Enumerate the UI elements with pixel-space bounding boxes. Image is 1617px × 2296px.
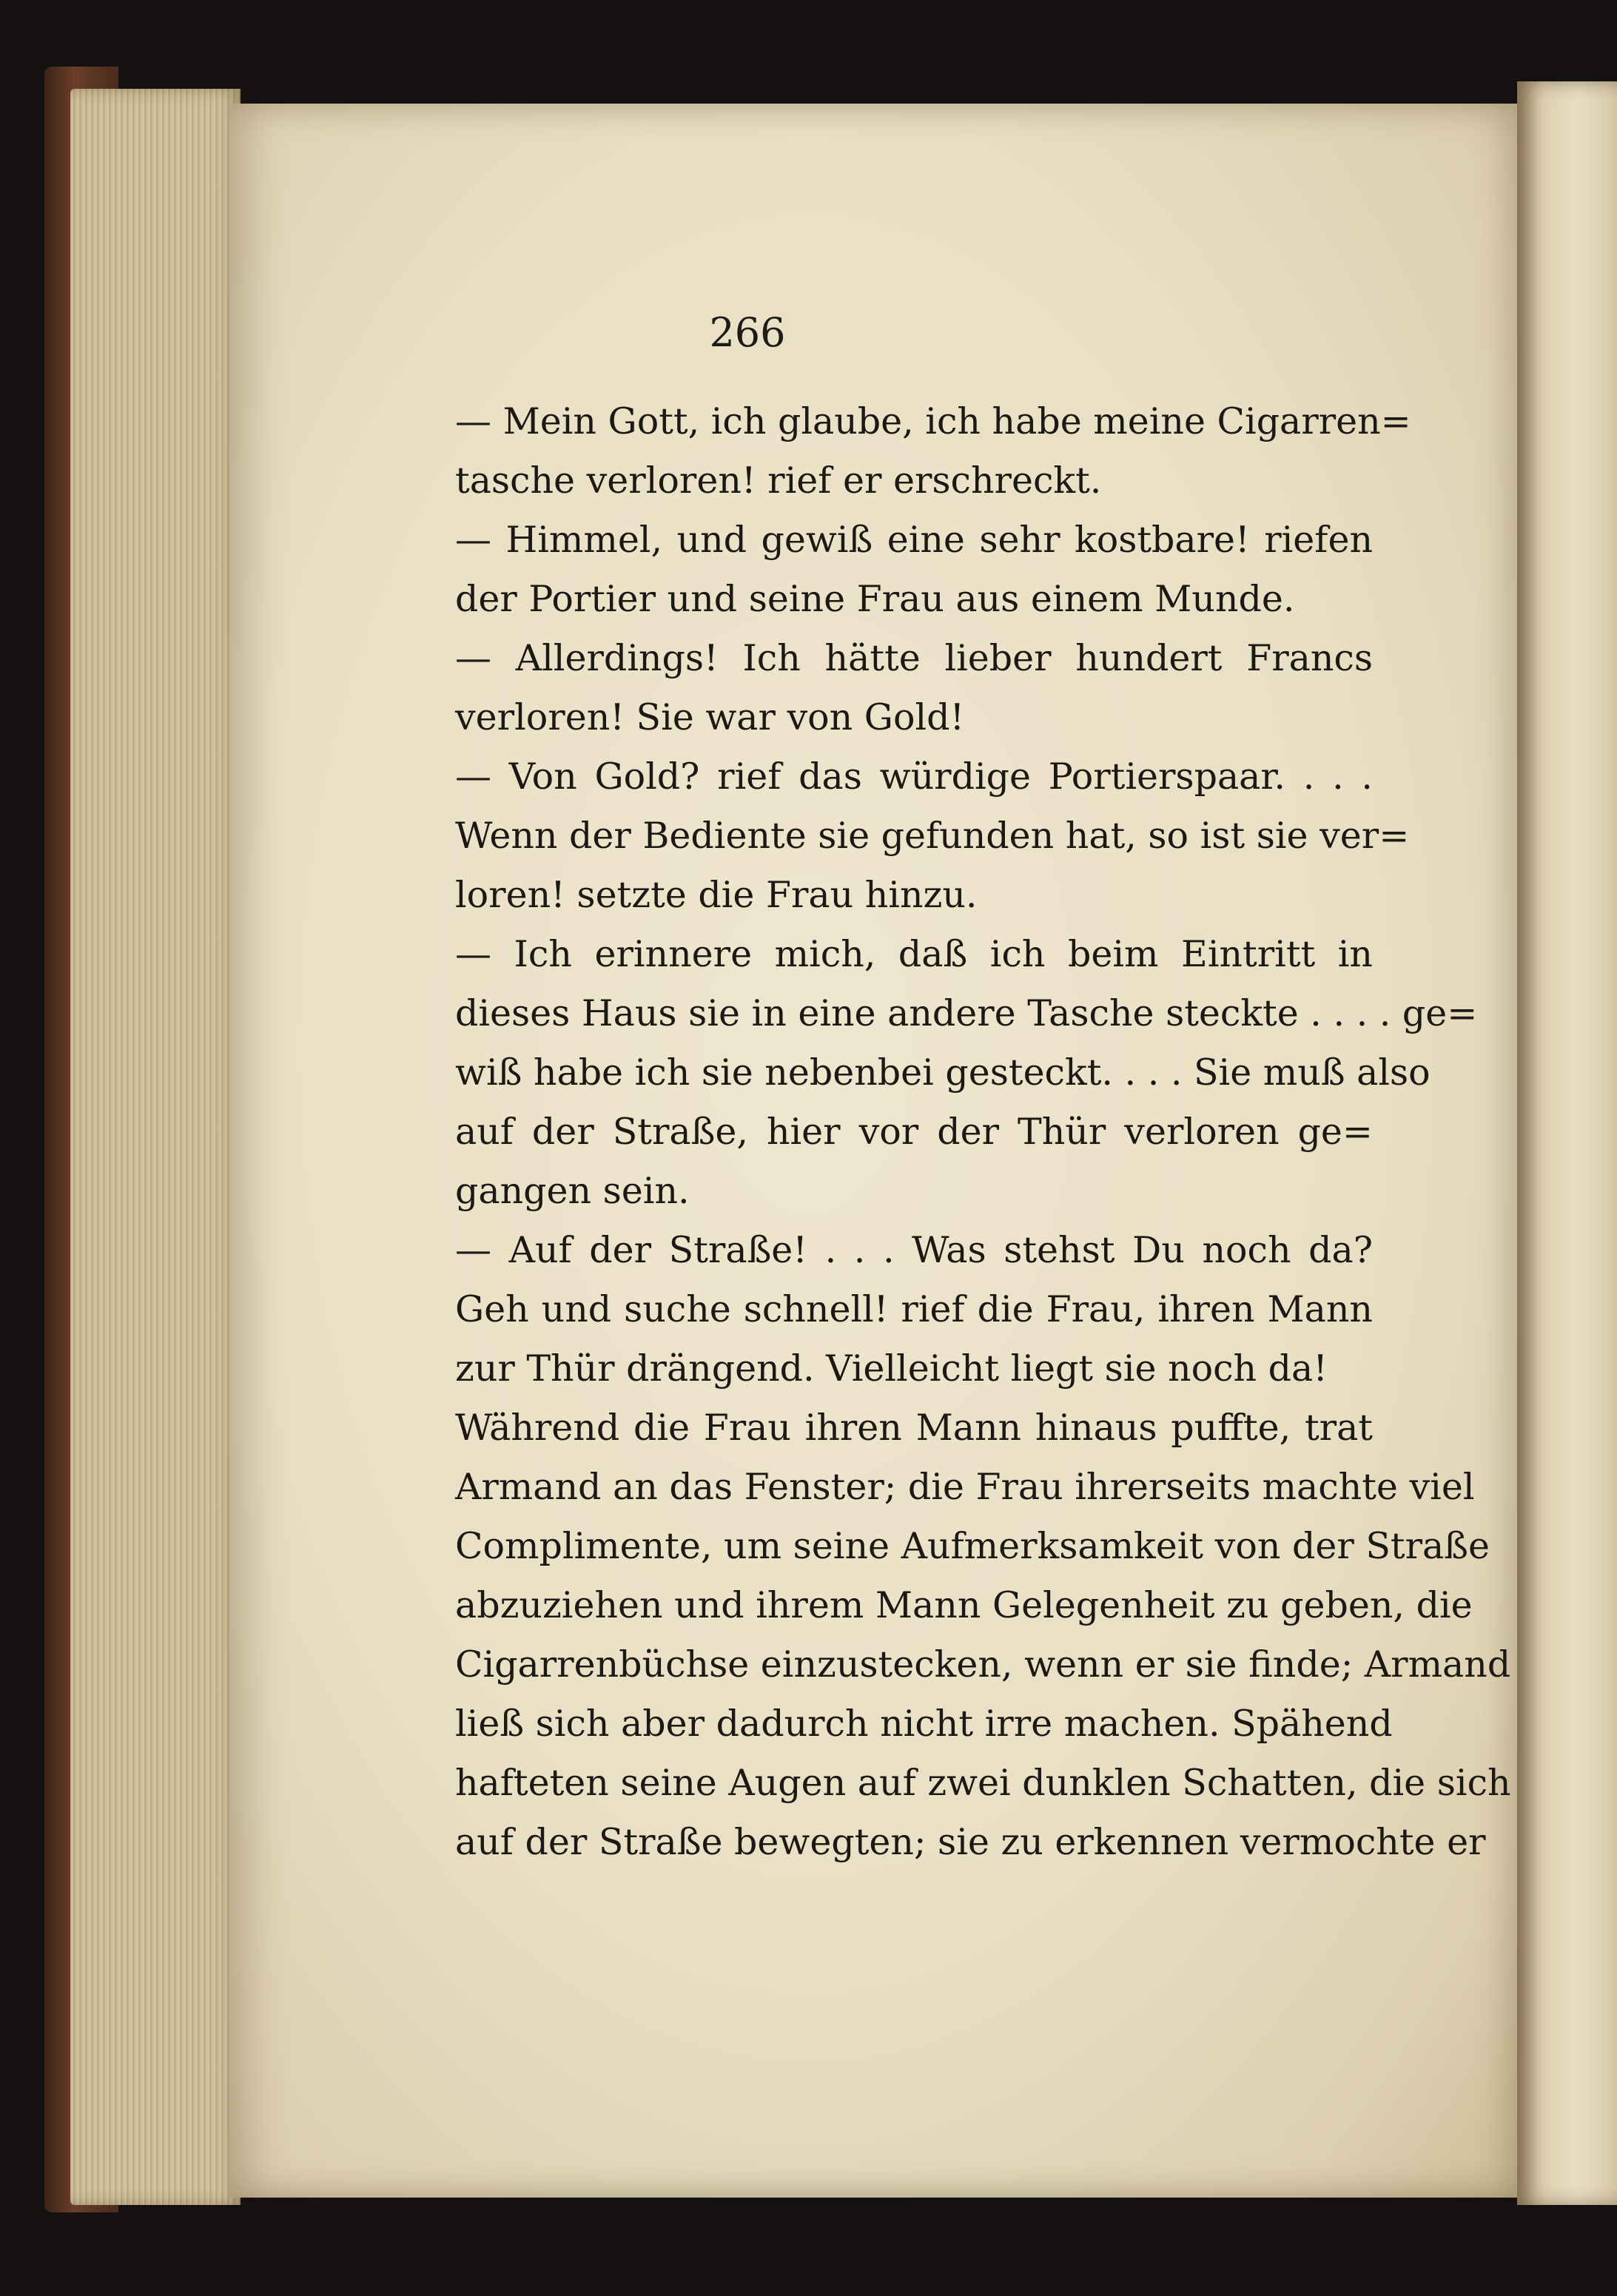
text-line: — Auf der Straße! . . . Was stehst Du noch da? bbox=[455, 1229, 1373, 1271]
text-line: verloren! Sie war von Gold! bbox=[455, 696, 965, 738]
text-line: gangen sein. bbox=[455, 1170, 690, 1212]
page-number: 266 bbox=[709, 309, 786, 356]
text-line: Geh und suche schnell! rief die Frau, ihren Mann bbox=[455, 1288, 1373, 1330]
text-line: dieses Haus sie in eine andere Tasche steckte . . . . ge= bbox=[455, 992, 1478, 1034]
text-line: Complimente, um seine Aufmerksamkeit von der Straße bbox=[455, 1525, 1490, 1567]
text-line: loren! setzte die Frau hinzu. bbox=[455, 874, 978, 916]
text-line: abzuziehen und ihrem Mann Gelegenheit zu geben, die bbox=[455, 1584, 1473, 1626]
text-line: Armand an das Fenster; die Frau ihrerseits machte viel bbox=[455, 1466, 1475, 1508]
text-line: wiß habe ich sie nebenbei gesteckt. . . . Sie muß also bbox=[455, 1051, 1431, 1094]
text-line: auf der Straße bewegten; sie zu erkennen vermochte er bbox=[455, 1821, 1486, 1863]
text-line: — Himmel, und gewiß eine sehr kostbare! riefen bbox=[455, 519, 1373, 561]
text-line: — Ich erinnere mich, daß ich beim Eintritt in bbox=[455, 933, 1373, 975]
text-line: der Portier und seine Frau aus einem Munde. bbox=[455, 578, 1295, 620]
page-block-edges bbox=[70, 89, 241, 2205]
text-line: auf der Straße, hier vor der Thür verloren ge= bbox=[455, 1111, 1373, 1153]
text-line: Während die Frau ihren Mann hinaus puffte, trat bbox=[455, 1407, 1373, 1449]
text-line: — Mein Gott, ich glaube, ich habe meine Cigarren= bbox=[455, 400, 1411, 442]
text-line: — Allerdings! Ich hätte lieber hundert Francs bbox=[455, 637, 1373, 679]
text-line: Wenn der Bediente sie gefunden hat, so ist sie ver= bbox=[455, 815, 1410, 857]
text-line: ließ sich aber dadurch nicht irre machen. Spähend bbox=[455, 1703, 1393, 1745]
text-line: Cigarrenbüchse einzustecken, wenn er sie finde; Armand bbox=[455, 1643, 1511, 1686]
body-text bbox=[455, 392, 1511, 1872]
facing-page bbox=[1517, 81, 1617, 2205]
text-line: zur Thür drängend. Vielleicht liegt sie noch da! bbox=[455, 1347, 1328, 1390]
text-line: tasche verloren! rief er erschreckt. bbox=[455, 459, 1102, 502]
text-line: hafteten seine Augen auf zwei dunklen Schatten, die sich bbox=[455, 1762, 1511, 1804]
book-page bbox=[229, 104, 1517, 2198]
text-line: — Von Gold? rief das würdige Portierspaar. . . . bbox=[455, 755, 1373, 798]
